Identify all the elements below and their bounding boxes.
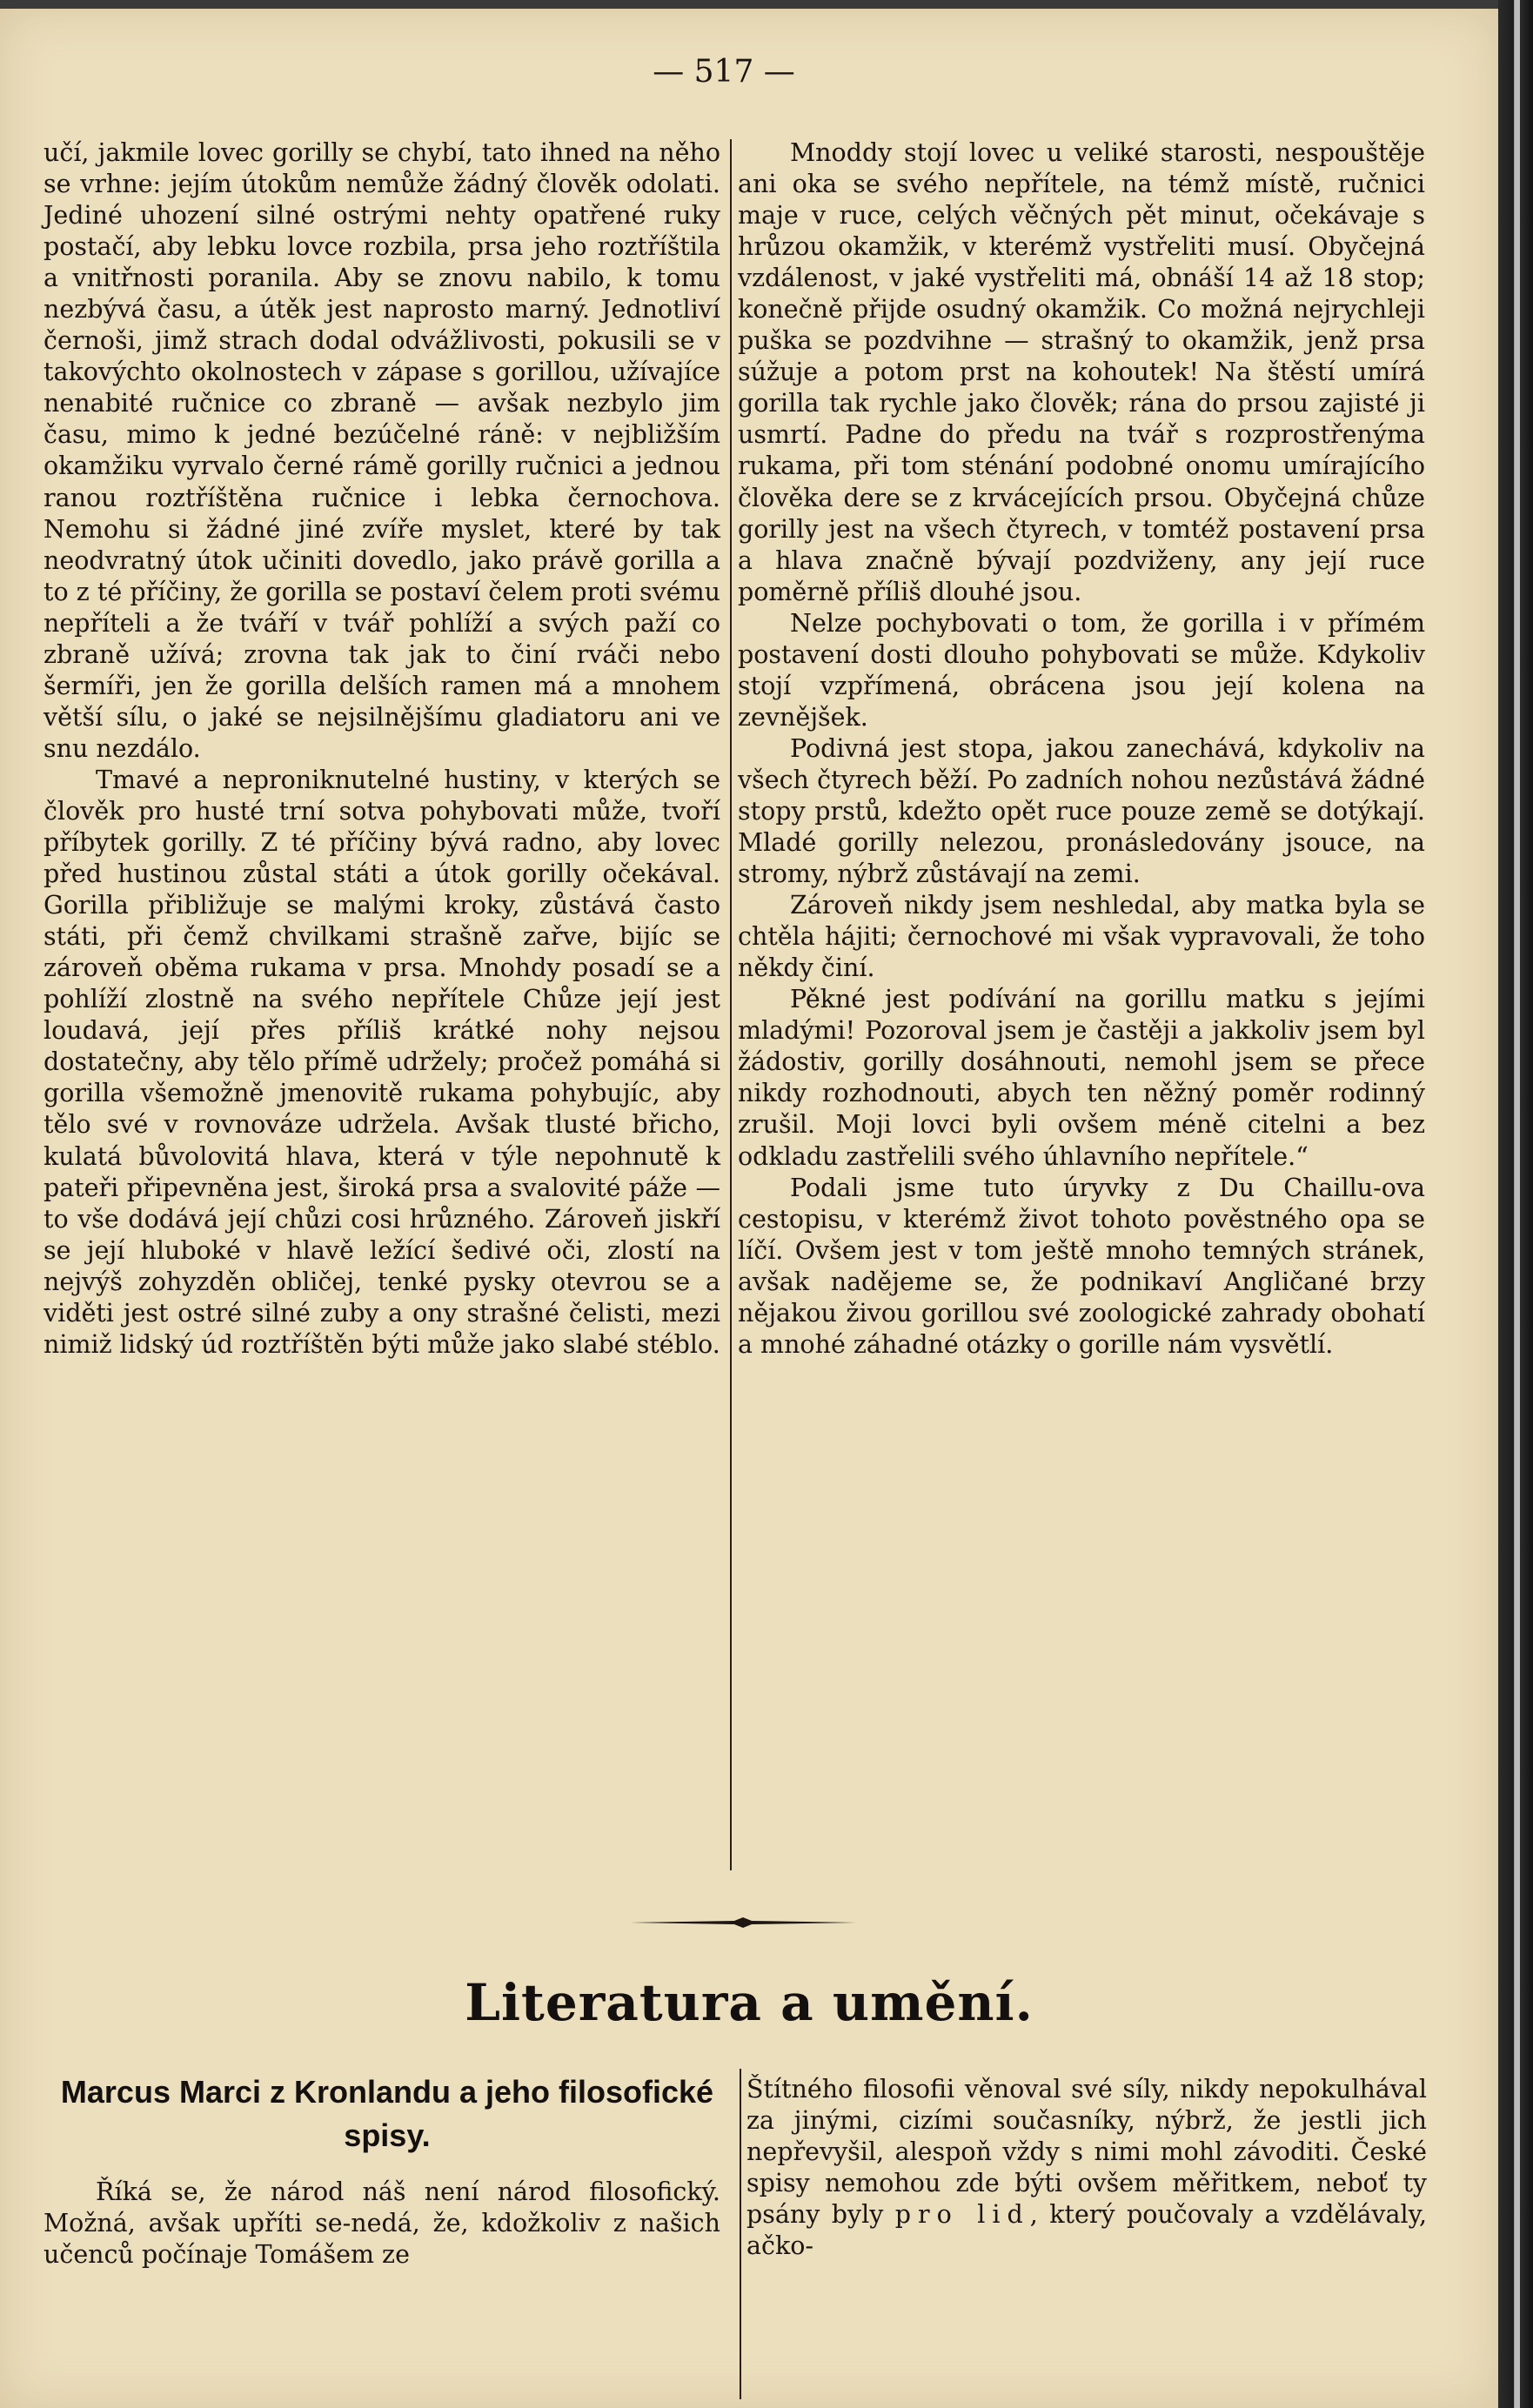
column-divider: [740, 2069, 741, 2399]
paragraph: Pěkné jest podívání na gorillu matku s jejími mladými! Pozoroval jsem je častěji a jakkoliv jsem byl žádostiv, gorilly dosáhnouti, nemohl jsem se přece nikdy rozhodnouti, abych ten něžný poměr rodinný zrušil. Moji lovci byli ovšem méně citelni a bez odkladu zastřelili svého úhlavního nepřítele.“: [738, 985, 1425, 1171]
section-heading: Literatura a umění.: [465, 1973, 1034, 2032]
paragraph: učí, jakmile lovec gorilly se chybí, tato ihned na něho se vrhne: jejím útokům nemůže žádný člověk odolati. Jediné uhození silné ostrými nehty opatřené ruky postačí, aby lebku lovce rozbila, prsa jeho roztříštila a vnitřnosti porаnila. Aby se znovu nabilo, k tomu nezbývá času, a útěk jest naprosto marný. Jednotliví černoši, jimž strach dodal odvážlivosti, pokusili se v takovýchto okolnostech v zápase s gorillou, užívajíce nenabité ručnice co zbraně — avšak nezbylo jim času, mimo k jedné bezúčelné ráně: v nejbližším okamžiku vyrvalo černé rámě gorilly ručnici a jednou ranou roztříštěna ručnice i lebka černochova. Nemohu si žádné jiné zvíře myslet, které by tak neodvratný útok učiniti dovedlo, jako právě gorilla a to z té příčiny, že gorilla se postaví čelem proti svému nepříteli a že tváří v tvář pohlíží a svých paží co zbraně užívá; zrovna tak jak to činí rváči nebo šermíři, jen že gorilla delších ramen má a mnohem větší sílu, o jaké se nejsilnějšímu gladiatoru ani ve snu nezdálo.: [44, 138, 720, 763]
section-ornament: [630, 1916, 856, 1930]
left-column-bottom: [44, 2177, 720, 2271]
spaced-emphasis: pro lid: [894, 2200, 1030, 2230]
paragraph: Zároveň nikdy jsem neshledal, aby matka byla se chtěla hájiti; černochové mi však vypravovali, že toho někdy činí.: [738, 891, 1425, 983]
article-title: Marcus Marci z Kronlandu a jeho filosofické spisy.: [60, 2074, 714, 2153]
paragraph: Říká se, že národ náš není národ filosofický. Možná, avšak upříti se-nedá, že, kdožkoliv z našich učenců počínaje Tomášem ze: [44, 2177, 720, 2270]
text-run: Štítného filosofii věnoval své síly, nikdy nepokulhával za jinými, cizími současníky, nýbrž, že jestli jich nepřevyšil, alespoň vždy s nimi mohl závoditi. České spisy nemohou zde býti ovšem měřitkem, neboť ty psány byly: [746, 2075, 1427, 2230]
page: [0, 9, 1498, 2408]
right-column-bottom: [746, 2074, 1427, 2262]
paragraph: Podivná jest stopa, jakou zanechává, kdykoliv na všech čtyrech běží. Po zadních nohou nezůstává žádné stopy prstů, kdežto opět ruce pouze země se dotýkají. Mladé gorilly nelezou, pronásledovány jsouce, na stromy, nýbrž zůstávají na zemi.: [738, 733, 1425, 889]
paragraph: Podali jsme tuto úryvky z Du Chaillu-ova cestopisu, v kterémž život tohoto pověstného opa se líčí. Ovšem jest v tom ještě mnoho temných stránek, avšak nadějeme se, že podnikaví Angličané brzy nějakou živou gorillou své zoologické zahrady obohatí a mnohé záhadné otázky o gorille nám vysvětlí.: [738, 1173, 1425, 1359]
book-binding-edge: [1498, 0, 1533, 2408]
paragraph: Nelze pochybovati o tom, že gorilla i v přímém postavení dosti dlouho pohybovati se může. Kdykoliv stojí vzpřímená, obrácena jsou její kolena na zevnějšek.: [738, 608, 1425, 732]
text-run: , který poučovaly a vzdělávaly, ačko-: [746, 2200, 1427, 2261]
paragraph: Mnoddy stojí lovec u veliké starosti, nespouštěje ani oka se svého nepřítele, na témž místě, ručnici maje v ruce, celých věčných pět minut, očekávaje s hrůzou okamžik, v kterémž vystřeliti musí. Obyčejná vzdálenost, v jaké vystřeliti má, obnáší 14 až 18 stop; konečně přijde osudný okamžik. Co možná nejrychleji puška se pozdvihne — strašný to okamžik, jenž prsa súžuje a potom prst na kohoutek! Na štěstí umírá gorilla tak rychle jako člověk; rána do prsou zajisté ji usmrtí. Padne do předu na tvář s rozprostřenýma rukama, při tom sténání podobné onomu umírajícího člověka dere se z krvácejících prsou. Obyčejná chůze gorilly jest na všech čtyrech, v tomtéž postavení prsa a hlava značně bývají pozdviženy, any její ruce poměrně příliš dlouhé jsou.: [738, 138, 1425, 606]
column-divider: [730, 139, 732, 1870]
page-number: — 517 —: [653, 54, 795, 90]
right-column-top: [738, 137, 1425, 1361]
left-column-top: [44, 137, 720, 1361]
paragraph: Tmavé a neproniknutelné hustiny, v kterých se člověk pro husté trní sotva pohybovati může, tvoří příbytek gorilly. Z té příčiny bývá radno, aby lovec před hustinou zůstal státi a útok gorilly očekával. Gorilla přibližuje se malými kroky, zůstává často státi, při čemž chvilkami strašně zařve, bijíc se zároveň oběma rukama v prsa. Mnohdy posadí se a pohlíží zlostně na svého nepřítele Chůze její jest loudavá, její přes příliš krátké nohy nejsou dostatečny, aby tělo přímě udržely; pročež pomáhá si gorilla všemožně jmenovitě rukama pohybujíc, aby tělo své v rovnováze udržela. Avšak tlusté břicho, kulatá bůvolovitá hlava, která v týle nepohnutě k pateři připevněna jest, široká prsa a svalovité páže — to vše dodává její chůzi cosi hrůzného. Zároveň jiskří se její hluboké v hlavě ležící šedivé oči, zlostí na nejvýš zohyzděn obličej, tenké pysky otevrou se a viděti jest ostré silné zuby a ony strašné čelisti, mezi nimiž lidský úd roztříštěn býti může jako slabé stéblo.: [44, 765, 720, 1359]
paragraph: [746, 2074, 1427, 2262]
